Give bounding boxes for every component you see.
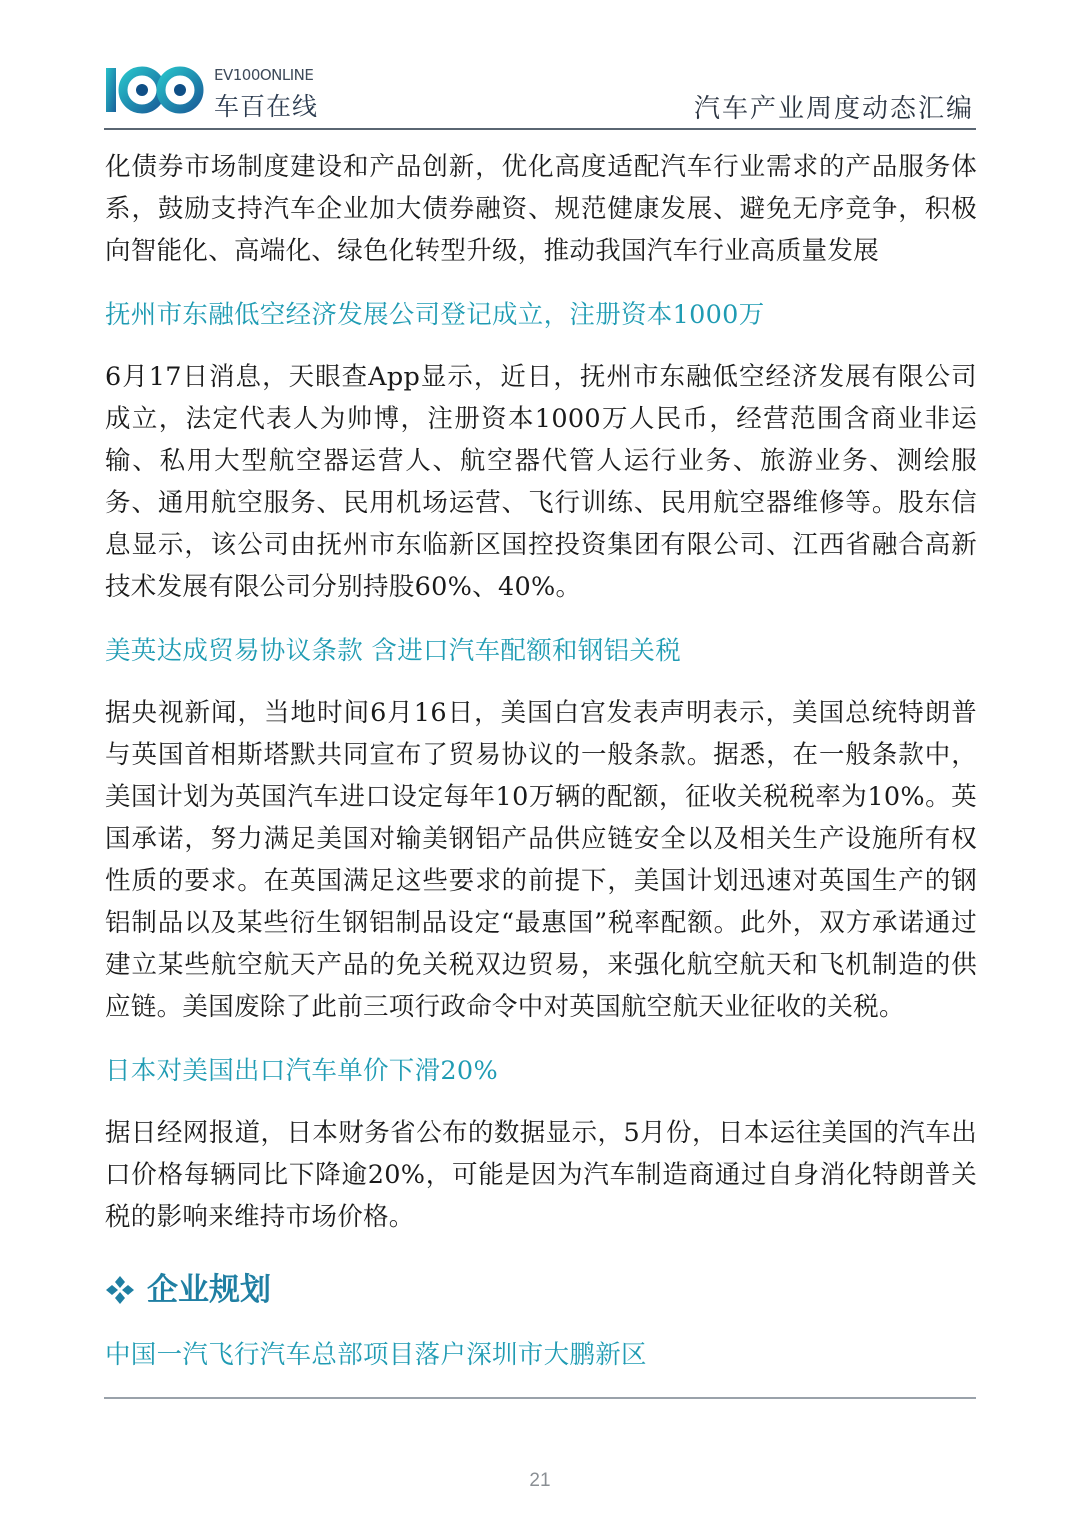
logo (102, 62, 322, 122)
intro-paragraph: 化债券市场制度建设和产品创新，优化高度适配汽车行业需求的产品服务体系，鼓励支持汽车企业加大债券融资、规范健康发展、避免无序竞争，积极向智能化、高端化、绿色化转型升级，推动我国汽车行业高质量发展 (105, 152, 977, 266)
logo-mark-icon (102, 62, 210, 118)
document-title: 汽车产业周度动态汇编 (693, 94, 974, 124)
article-1-body: 6月17日消息，天眼查App显示，近日，抚州市东融低空经济发展有限公司成立，法定代表人为帅博，注册资本1000万人民币，经营范围含商业非运输、私用大型航空器运营人、航空器代管人运行业务、旅游业务、测绘服务、通用航空服务、民用机场运营、飞行训练、民用航空器维修等。股东信息显示，该公司由抚州市东临新区国控投资集团有限公司、江西省融合高新技术发展有限公司分别持股60%、40%。 (105, 362, 977, 602)
section-heading-text: 企业规划 (147, 1272, 271, 1308)
logo-text-en: EV100ONLINE (214, 66, 314, 84)
article-3-body: 据日经网报道，日本财务省公布的数据显示，5月份，日本运往美国的汽车出口价格每辆同比下降逾20%，可能是因为汽车制造商通过自身消化特朗普关税的影响来维持市场价格。 (105, 1118, 977, 1232)
page-number: 21 (529, 1470, 551, 1491)
article-4-title: 中国一汽飞行汽车总部项目落户深圳市大鹏新区 (105, 1340, 647, 1370)
article-2-title: 美英达成贸易协议条款 含进口汽车配额和钢铝关税 (105, 636, 682, 666)
four-diamond-icon (105, 1275, 135, 1305)
footer-divider (104, 1397, 976, 1399)
header-divider (104, 128, 976, 130)
article-1-title: 抚州市东融低空经济发展公司登记成立，注册资本1000万 (105, 300, 765, 330)
page-header (0, 0, 1080, 130)
section-heading (105, 1268, 977, 1312)
page-content (105, 146, 977, 1376)
article-3-title: 日本对美国出口汽车单价下滑20% (105, 1056, 498, 1086)
logo-text-cn: 车百在线 (214, 92, 319, 121)
article-2-body: 据央视新闻，当地时间6月16日，美国白宫发表声明表示，美国总统特朗普与英国首相斯塔默共同宣布了贸易协议的一般条款。据悉，在一般条款中，美国计划为英国汽车进口设定每年10万辆的配额，征收关税税率为10%。英国承诺，努力满足美国对输美钢铝产品供应链安全以及相关生产设施所有权性质的要求。在英国满足这些要求的前提下，美国计划迅速对英国生产的钢铝制品以及某些衍生钢铝制品设定“最惠国”税率配额。此外，双方承诺通过建立某些航空航天产品的免关税双边贸易，来强化航空航天和飞机制造的供应链。美国废除了此前三项行政命令中对英国航空航天业征收的关税。 (105, 698, 977, 1022)
